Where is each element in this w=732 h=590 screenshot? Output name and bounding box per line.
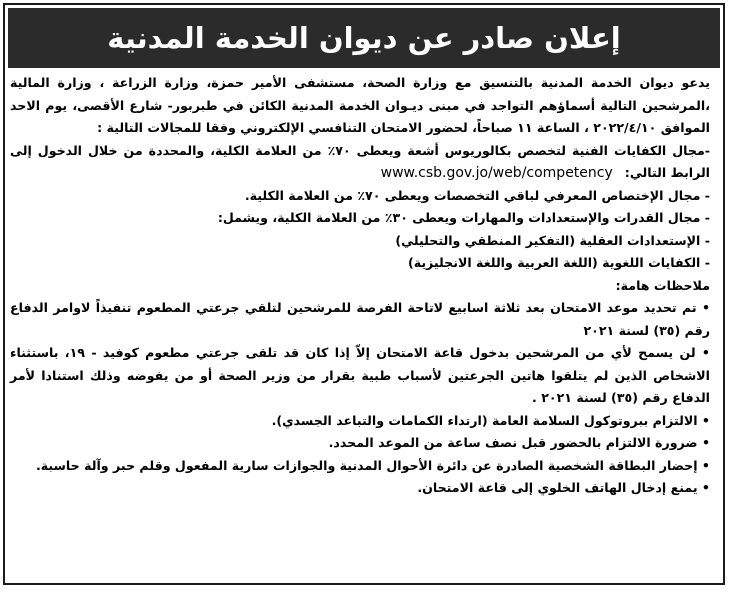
field-abilities: - مجال القدرات والإستعدادات والمهارات ويعطى ٣٠٪ من العلامة الكلية، ويشمل: bbox=[217, 210, 710, 225]
sub-mental: - الإستعدادات العقلية (التفكير المنطقي والتحليلي) bbox=[395, 232, 710, 248]
competency-url[interactable]: www.csb.gov.jo/web/competency bbox=[380, 165, 613, 181]
note-item: • يمنع إدخال الهاتف الخلوي إلى قاعة الامتحان. bbox=[417, 480, 710, 495]
note-item: • الالتزام ببروتوكول السلامة العامة (ارتداء الكمامات والتباعد الجسدي). bbox=[271, 412, 710, 428]
field-technical-text: -مجال الكفايات الفنية لتخصص بكالوريوس أشعة ويعطى ٧٠٪ من العلامة الكلية، والمحددة من خلال الدخول إلى الرابط التالي: bbox=[10, 142, 710, 180]
note-item: • لن يسمح لأي من المرشحين بدخول قاعة الامتحان إلاّ إذا كان قد تلقى جرعتي مطعوم كوفيد - ١٩، باستثناء الاشخاص الذين لم يتلقوا هاتين الجرعتين لأسباب طبية بقرار من وزير الصحة أو من يفوضه وذلك استنادا لأمر الدفاع رقم (٣٥) لسنة ٢٠٢١ . bbox=[10, 345, 710, 405]
note-item: • إحضار البطاقة الشخصية الصادرة عن دائرة الأحوال المدنية والجوازات سارية المفعول وقلم حبر وآلة حاسبة. bbox=[35, 457, 710, 473]
field-knowledge: - مجال الإختصاص المعرفي لباقي التخصصات ويعطى ٧٠٪ من العلامة الكلية. bbox=[244, 187, 710, 203]
notes-heading: ملاحظات هامة: bbox=[615, 277, 710, 293]
intro-paragraph: يدعو ديوان الخدمة المدنية بالتنسيق مع وزارة الصحة، مستشفى الأمير حمزة، وزارة الزراعة ، وزارة المالية ،المرشحين التالية أسماؤهم التواجد في مبنى ديـوان الخدمة المدنية الكائن في طبربور- شارع الأقصى، يوم الاحد الموافق ٢٠٢٢/٤/١٠ ، الساعة ١١ صباحاً، لحضور الامتحان التنافسي الإلكتروني وفقا للمجالات التالية : bbox=[10, 75, 710, 135]
announcement-body bbox=[10, 72, 710, 500]
announcement-title: إعلان صادر عن ديوان الخدمة المدنية bbox=[8, 8, 720, 68]
sub-language: - الكفايات اللغوية (اللغة العربية واللغة الانجليزية) bbox=[407, 255, 710, 270]
note-item: • تم تحديد موعد الامتحان بعد ثلاثة اسابيع لاتاحة الفرصة للمرشحين لتلقي جرعتي المطعوم تنفيذاً لاوامر الدفاع رقم (٣٥) لسنة ٢٠٢١ bbox=[10, 300, 710, 338]
note-item: • ضرورة الالتزام بالحضور قبل نصف ساعة من الموعد المحدد. bbox=[328, 435, 710, 450]
field-technical bbox=[10, 140, 710, 185]
